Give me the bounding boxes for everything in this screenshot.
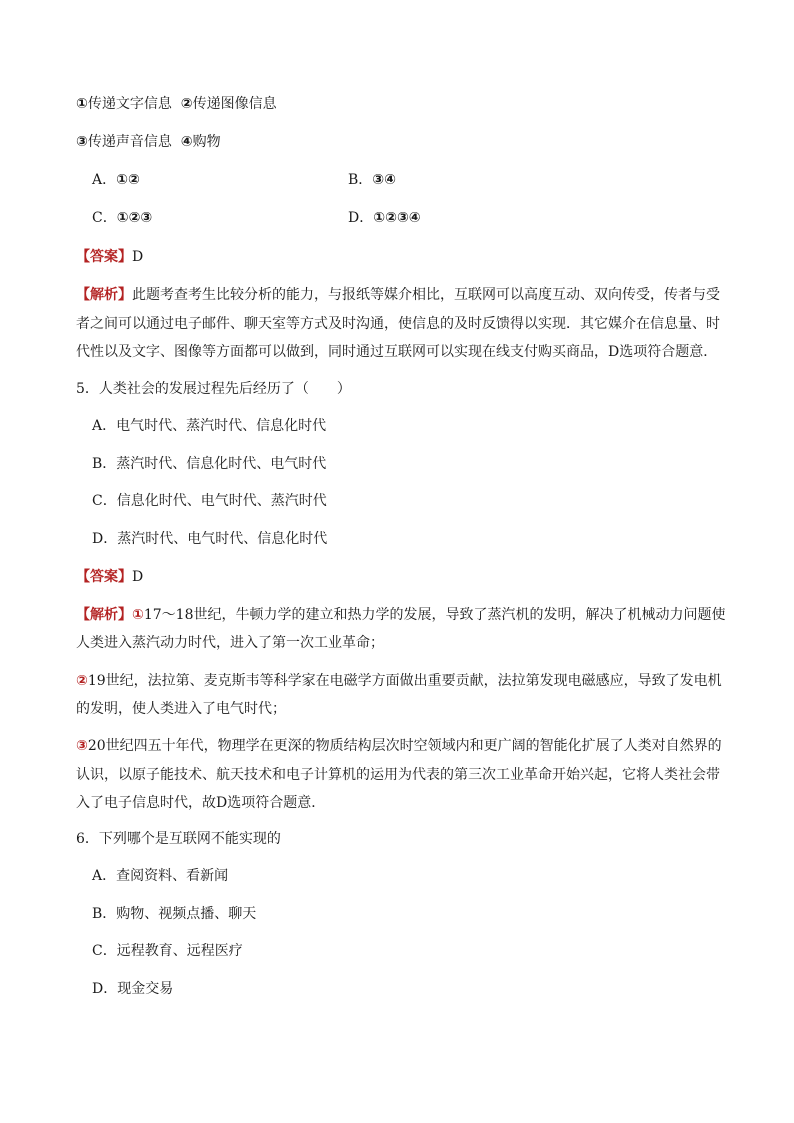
option-value: ①② <box>116 172 140 188</box>
option-label: B． <box>348 172 373 188</box>
q6-option-b: B．购物、视频点播、聊天 <box>92 906 257 922</box>
paragraph-mark: ② <box>76 673 88 689</box>
option-label: A． <box>92 172 117 188</box>
q5-analysis-line-4: 的发明，使人类进入了电气时代； <box>76 701 286 717</box>
q5-analysis-line-1 <box>76 606 726 624</box>
analysis-text: 此题考查考生比较分析的能力，与报纸等媒介相比，互联网可以高度互动、双向传受，传者与受 <box>132 287 720 303</box>
item-number: ② <box>180 96 193 112</box>
q5-analysis-line-2: 人类进入蒸汽动力时代，进入了第一次工业革命； <box>76 635 384 651</box>
item-number: ④ <box>180 134 193 150</box>
q4-option-c <box>92 209 152 227</box>
item-text: 传递文字信息 <box>87 96 172 112</box>
paragraph-mark: ③ <box>76 738 88 754</box>
q6-option-d: D．现金交易 <box>92 981 174 997</box>
q5-analysis-line-7: 入了电子信息时代，故D选项符合题意． <box>76 795 326 811</box>
answer-label: 【答案】 <box>76 249 132 265</box>
q5-option-b: B．蒸汽时代、信息化时代、电气时代 <box>92 456 327 472</box>
q4-option-b <box>348 171 396 189</box>
q5-option-c: C．信息化时代、电气时代、蒸汽时代 <box>92 493 327 509</box>
answer-label: 【答案】 <box>76 569 132 585</box>
q4-items-line-1 <box>76 95 277 113</box>
answer-value: D <box>132 249 144 265</box>
q5-analysis-line-3 <box>76 672 722 690</box>
option-value: ③④ <box>372 172 397 188</box>
q5-stem: 5．人类社会的发展过程先后经历了（ ） <box>76 381 351 397</box>
paragraph-mark: ① <box>132 607 144 623</box>
q6-option-a: A．查阅资料、看新闻 <box>92 868 229 884</box>
item-text: 传递声音信息 <box>87 134 172 150</box>
item-text: 传递图像信息 <box>192 96 277 112</box>
answer-value: D <box>132 569 144 585</box>
q5-answer <box>76 568 143 586</box>
q4-answer <box>76 248 143 266</box>
option-value: ①②③④ <box>373 210 421 226</box>
analysis-text: 17～18世纪，牛顿力学的建立和热力学的发展，导致了蒸汽机的发明，解决了机械动力问题使 <box>143 607 726 623</box>
item-number: ① <box>76 96 88 112</box>
item-number: ③ <box>76 134 88 150</box>
q6-option-c: C．远程教育、远程医疗 <box>92 943 243 959</box>
q5-analysis-line-5 <box>76 737 722 755</box>
analysis-label: 【解析】 <box>76 607 132 623</box>
q4-analysis-line-2: 者之间可以通过电子邮件、聊天室等方式及时沟通，使信息的及时反馈得以实现．其它媒介在信息量、时 <box>76 316 720 332</box>
q5-option-d: D．蒸汽时代、电气时代、信息化时代 <box>92 531 328 547</box>
option-label: D． <box>348 210 374 226</box>
q5-option-a: A．电气时代、蒸汽时代、信息化时代 <box>92 418 327 434</box>
q5-analysis-line-6: 认识，以原子能技术、航天技术和电子计算机的运用为代表的第三次工业革命开始兴起，它将人类社会带 <box>76 767 720 783</box>
q6-stem: 6．下列哪个是互联网不能实现的 <box>76 831 281 847</box>
item-text: 购物 <box>192 134 221 150</box>
analysis-label: 【解析】 <box>76 287 132 303</box>
q4-analysis-line-3: 代性以及文字、图像等方面都可以做到，同时通过互联网可以实现在线支付购买商品，D选项符合题意． <box>76 344 718 360</box>
option-value: ①②③ <box>116 210 153 226</box>
q4-option-d <box>348 209 421 227</box>
q4-analysis-line-1 <box>76 286 720 304</box>
q4-option-a <box>92 171 140 189</box>
q4-items-line-2 <box>76 133 221 151</box>
analysis-text: 19世纪，法拉第、麦克斯韦等科学家在电磁学方面做出重要贡献，法拉第发现电磁感应，导致了发电机 <box>87 673 722 689</box>
option-label: C． <box>92 210 117 226</box>
analysis-text: 20世纪四五十年代，物理学在更深的物质结构层次时空领域内和更广阔的智能化扩展了人类对自然界的 <box>87 738 722 754</box>
